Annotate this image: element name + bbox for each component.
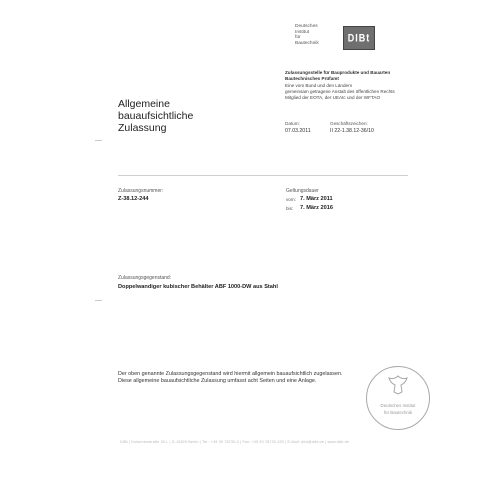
footer-address: DIBt | Kolonnenstraße 30 L | D-10829 Berlin | Tel.: +49 30 78730-0 | Fax: +49 30 78730-320 | E-Mail: dibt@dibt.de | www.dibt.de xyxy=(120,440,350,444)
subject-value: Doppelwandiger kubischer Behälter ABF 1000-DW aus Stahl xyxy=(118,284,278,290)
document-title xyxy=(118,98,278,134)
valid-from-label: vom: xyxy=(286,197,296,202)
stamp-text: für Bautechnik xyxy=(383,410,413,415)
reference-label: Geschäftszeichen: xyxy=(330,121,368,126)
logo-text-line: Institut xyxy=(295,29,310,35)
approval-number-label: Zulassungsnummer: xyxy=(118,188,164,194)
validity-label: Geltungsdauer xyxy=(286,188,319,194)
stamp-text: Deutsches Institut xyxy=(380,403,416,408)
valid-from-value: 7. März 2011 xyxy=(300,196,333,202)
logo-text-line: für xyxy=(295,35,301,41)
logo-mark: DIBt xyxy=(347,32,371,44)
authority-block xyxy=(285,70,395,101)
title-line: bauaufsichtliche xyxy=(118,110,194,122)
reference-value: II 22-1.38.12-36/10 xyxy=(330,128,374,134)
authority-line: Eine vom Bund und den Ländern xyxy=(285,83,353,88)
authority-line: Bautechnisches Prüfamt xyxy=(285,76,339,81)
valid-to-value: 7. März 2016 xyxy=(300,205,333,211)
statement-line: Diese allgemeine bauaufsichtliche Zulassung umfasst acht Seiten und eine Anlage. xyxy=(118,378,317,384)
logo-text-line: Bautechnik xyxy=(295,40,319,46)
dibt-logo xyxy=(343,26,375,50)
date-label: Datum: xyxy=(285,121,300,126)
approval-statement xyxy=(118,371,398,385)
statement-line: Der oben genannte Zulassungsgegenstand wird hiermit allgemein bauaufsichtlich zugelassen. xyxy=(118,371,343,377)
authority-line: Zulassungsstelle für Bauprodukte und Bauarten xyxy=(285,70,391,75)
authority-line: Mitglied der EOTA, der UEAtc und der WFTAO xyxy=(285,95,381,100)
authority-line: gemeinsam getragene Anstalt des öffentlichen Rechts xyxy=(285,89,395,94)
logo-text-line: Deutsches xyxy=(295,24,318,29)
eagle-seal-icon xyxy=(385,373,411,397)
date-value: 07.03.2011 xyxy=(285,128,311,134)
margin-mark xyxy=(95,140,102,141)
valid-to-label: bis: xyxy=(286,206,294,211)
official-stamp xyxy=(366,366,430,430)
subject-label: Zulassungsgegenstand: xyxy=(118,275,172,281)
title-line: Allgemeine xyxy=(118,98,170,110)
divider xyxy=(118,175,408,176)
institute-name xyxy=(295,24,343,46)
margin-mark xyxy=(95,300,102,301)
title-line: Zulassung xyxy=(118,122,167,134)
approval-number-value: Z-38.12-244 xyxy=(118,196,149,202)
